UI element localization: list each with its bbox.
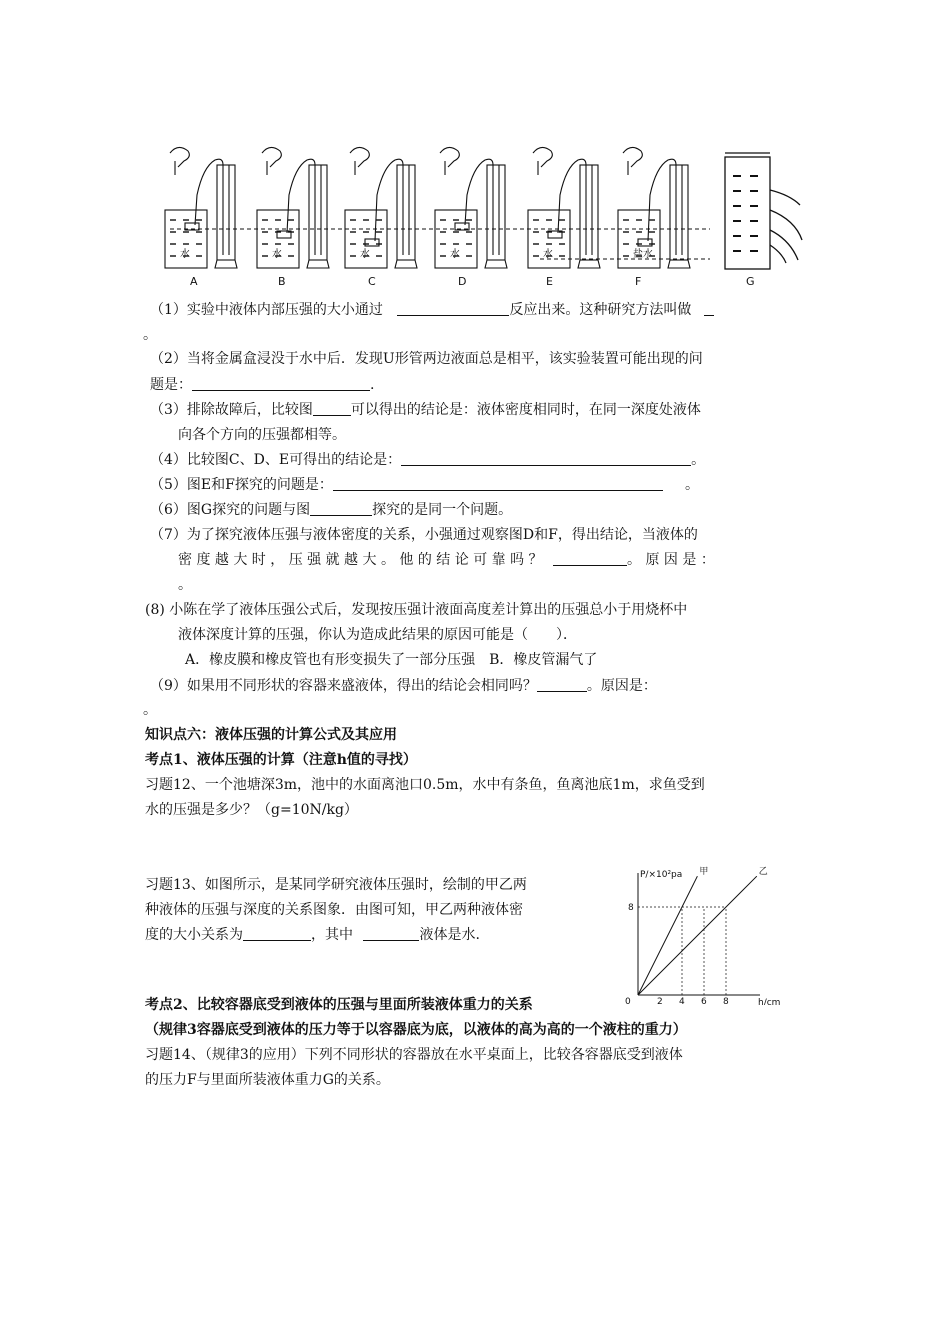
figure-g-water (733, 175, 758, 252)
q4-text: （4）比较图C、D、E可得出的结论是： (150, 452, 402, 468)
apparatus-A (165, 147, 237, 268)
q6-text-b: 探究的是同一个问题。 (372, 502, 513, 518)
x-tick-label: 2 (657, 997, 663, 1005)
figure-label-G: G (746, 275, 755, 288)
pressure-depth-graph (620, 865, 790, 1005)
q7-cont (178, 550, 715, 570)
figure-label-B: B (278, 275, 286, 288)
question-2: （2）当将金属盒浸没于水中后．发现U形管两边液面总是相平，该实验装置可能出现的问 (150, 351, 703, 367)
question-5 (150, 475, 663, 495)
question-7: （7）为了探究液体压强与液体密度的关系，小强通过观察图D和F，得出结论，当液体的 (150, 527, 698, 543)
apparatus-C (345, 147, 417, 268)
exercise-14-cont: 的压力F与里面所装液体重力G的关系。 (145, 1072, 390, 1088)
question-4 (150, 450, 705, 470)
q3-text-b: 可以得出的结论是：液体密度相同时，在同一深度处液体 (350, 402, 701, 418)
apparatus-E (528, 147, 600, 268)
q1-blank-2[interactable] (704, 301, 714, 316)
figure-label-C: C (368, 275, 376, 288)
y-tick-label: 8 (628, 903, 634, 913)
ex13-text-a: 度的大小关系为 (145, 927, 243, 943)
exercise-12: 习题12、一个池塘深3m，池中的水面离池口0.5m，水中有条鱼，鱼离池底1m，求鱼受到 (145, 777, 705, 793)
liquid-label: 水 (272, 249, 282, 260)
exercise-12-cont: 水的压强是多少？（g=10N/kg） (145, 802, 358, 818)
q2-blank[interactable] (192, 376, 370, 391)
q6-blank[interactable] (310, 501, 372, 516)
exercise-14: 习题14、（规律3的应用）下列不同形状的容器放在水平桌面上，比较各容器底受到液体 (145, 1047, 683, 1063)
question-1 (150, 300, 714, 320)
question-6 (150, 500, 512, 520)
liquid-label: 盐水 (633, 249, 653, 260)
q3-text-a: （3）排除故障后，比较图 (150, 402, 313, 418)
q1-blank-1[interactable] (397, 301, 509, 316)
series-label: 乙 (758, 867, 768, 878)
q1-text-b: 反应出来。这种研究方法叫做 (509, 302, 692, 318)
apparatus-D (435, 147, 507, 268)
experiment-figure (150, 135, 810, 290)
figure-label-E: E (546, 275, 553, 288)
ex13-blank-2[interactable] (363, 926, 419, 941)
q3-cont: 向各个方向的压强都相等。 (178, 427, 346, 443)
exercise-13-line3 (145, 925, 480, 945)
question-9 (150, 676, 657, 696)
q1-end: 。 (143, 327, 157, 343)
q3-blank[interactable] (313, 401, 351, 416)
apparatus-F (618, 147, 690, 268)
figure-label-D: D (458, 275, 467, 288)
q9-text-a: （9）如果用不同形状的容器来盛液体，得出的结论会相同吗？ (150, 678, 537, 694)
q1-text-a: （1）实验中液体内部压强的大小通过 (150, 302, 383, 318)
kaodian-1: 考点1、液体压强的计算（注意h值的寻找） (145, 752, 417, 768)
exercise-13: 习题13、如图所示，是某同学研究液体压强时，绘制的甲乙两 (145, 877, 527, 893)
question-3 (150, 400, 701, 420)
x-tick-label: 6 (701, 997, 707, 1005)
exercise-13-cont: 种液体的压强与深度的关系图象．由图可知，甲乙两种液体密 (145, 902, 523, 918)
apparatus-B (257, 147, 329, 268)
q7-end: 。 (178, 577, 192, 593)
q7-text-a: 密 度 越 大 时 ， 压 强 就 越 大 。 他 的 结 论 可 靠 吗 ？ (178, 552, 543, 568)
q2-end: . (370, 377, 375, 393)
figure-label-F: F (635, 275, 642, 288)
q9-text-b: 。原因是： (586, 678, 657, 694)
question-8: (8) 小陈在学了液体压强公式后，发现按压强计液面高度差计算出的压强总小于用烧杯中 (145, 602, 688, 618)
y-axis-label: P/×10²pa (640, 870, 683, 880)
question-2-cont (150, 375, 374, 395)
ex13-text-c: 液体是水. (419, 927, 480, 943)
liquid-label: 水 (450, 249, 460, 260)
q8-cont: 液体深度计算的压强，你认为造成此结果的原因可能是（ ）． (178, 627, 577, 643)
series-line-乙 (638, 876, 757, 995)
kaodian-2: 考点2、比较容器底受到液体的压强与里面所装液体重力的关系 (145, 997, 533, 1013)
series-line-甲 (638, 876, 697, 995)
q5-blank[interactable] (333, 476, 663, 491)
q7-text-b: 。 原 因 是 ： (627, 552, 715, 568)
ex13-blank-1[interactable] (243, 926, 311, 941)
q9-end: 。 (143, 702, 157, 718)
q2-text: 题是： (150, 377, 192, 393)
series-label: 甲 (699, 867, 709, 878)
liquid-label: 水 (360, 249, 370, 260)
q7-blank[interactable] (553, 551, 627, 566)
x-tick-label: 4 (679, 997, 685, 1005)
section-title: 知识点六：液体压强的计算公式及其应用 (145, 727, 397, 743)
x-axis-label: h/cm (758, 998, 781, 1005)
liquid-label: 水 (543, 249, 553, 260)
q8-options: A．橡皮膜和橡皮管也有形变损失了一部分压强 B．橡皮管漏气了 (185, 652, 598, 668)
q5-text: （5）图E和F探究的问题是： (150, 477, 333, 493)
q6-text-a: （6）图G探究的问题与图 (150, 502, 311, 518)
q4-end: 。 (691, 452, 706, 468)
liquid-label: 水 (180, 249, 190, 260)
ex13-text-b: ，其中 (311, 927, 353, 943)
x-tick-label: 8 (723, 997, 729, 1005)
x-tick-label: 0 (625, 997, 631, 1005)
figure-label-A: A (190, 275, 198, 288)
q5-end: 。 (685, 477, 699, 493)
q9-blank[interactable] (537, 677, 587, 692)
q4-blank[interactable] (401, 451, 691, 466)
rule-3: （规律3容器底受到液体的压力等于以容器底为底，以液体的高为高的一个液柱的重力） (145, 1022, 687, 1038)
